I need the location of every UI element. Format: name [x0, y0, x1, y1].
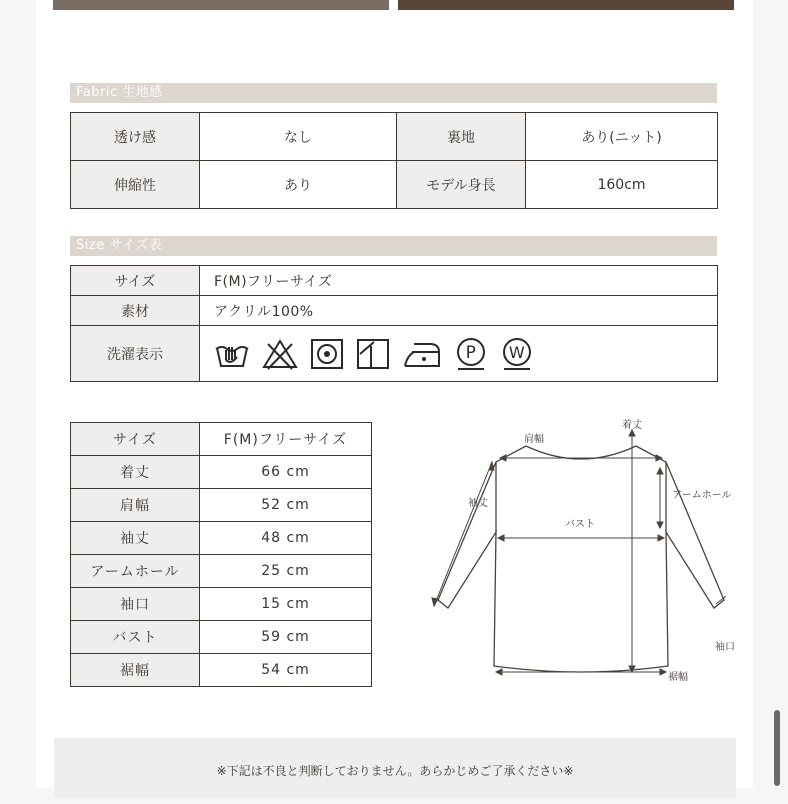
table-row — [71, 266, 718, 296]
measurement-table — [70, 422, 372, 687]
label-hem: 裾幅 — [668, 672, 688, 683]
iron-low-icon — [402, 338, 442, 370]
table-header-cell: サイズ — [71, 423, 200, 456]
table-cell: モデル身長 — [397, 161, 526, 209]
table-cell: 透け感 — [71, 113, 200, 161]
table-cell: 伸縮性 — [71, 161, 200, 209]
washing-icons-cell — [200, 326, 718, 382]
table-row — [71, 522, 372, 555]
washing-label: 洗濯表示 — [71, 326, 200, 382]
table-cell: 59 cm — [200, 621, 372, 654]
fabric-section-title: Fabric 生地感 — [70, 83, 717, 103]
table-cell: あり(ニット) — [526, 113, 718, 161]
table-cell: 25 cm — [200, 555, 372, 588]
table-cell: あり — [200, 161, 397, 209]
table-cell: 54 cm — [200, 654, 372, 687]
label-length: 着丈 — [622, 420, 642, 431]
notice-box: ※下記は不良と判断しておりません。あらかじめご了承ください※ — [54, 738, 736, 798]
size-label: サイズ — [71, 266, 200, 296]
table-row — [71, 588, 372, 621]
table-row — [71, 113, 718, 161]
table-cell: 袖丈 — [71, 522, 200, 555]
fabric-table — [70, 112, 718, 209]
size-value: F(M)フリーサイズ — [200, 266, 718, 296]
table-cell: 48 cm — [200, 522, 372, 555]
tumble-dry-icon — [310, 338, 344, 370]
label-shoulder: 肩幅 — [524, 434, 544, 445]
product-detail-page — [36, 0, 753, 788]
hand-wash-icon — [214, 338, 250, 370]
table-cell: 裏地 — [397, 113, 526, 161]
wet-clean-w-icon — [500, 337, 534, 371]
table-cell: 15 cm — [200, 588, 372, 621]
table-cell: アームホール — [71, 555, 200, 588]
table-row — [71, 456, 372, 489]
table-cell: 着丈 — [71, 456, 200, 489]
svg-text:P: P — [465, 342, 477, 363]
table-row — [71, 423, 372, 456]
table-row — [71, 621, 372, 654]
table-cell: バスト — [71, 621, 200, 654]
page-scrollbar[interactable] — [774, 710, 780, 786]
table-row — [71, 326, 718, 382]
no-bleach-icon — [262, 338, 298, 370]
size-info-table — [70, 265, 718, 382]
garment-measurement-diagram — [396, 410, 735, 700]
table-row — [71, 296, 718, 326]
label-cuff: 袖口 — [715, 642, 735, 653]
size-section-title: Size サイズ表 — [70, 236, 717, 256]
line-dry-icon — [356, 338, 390, 370]
table-header-cell: F(M)フリーサイズ — [200, 423, 372, 456]
label-sleeve: 袖丈 — [468, 498, 488, 509]
label-armhole: アームホール — [672, 490, 732, 501]
dry-clean-p-icon — [454, 337, 488, 371]
product-photo-right — [398, 0, 734, 10]
table-row — [71, 161, 718, 209]
label-bust: バスト — [565, 519, 595, 530]
table-row — [71, 489, 372, 522]
table-cell: 袖口 — [71, 588, 200, 621]
table-cell: 52 cm — [200, 489, 372, 522]
table-cell: 160cm — [526, 161, 718, 209]
table-row — [71, 654, 372, 687]
material-label: 素材 — [71, 296, 200, 326]
table-cell: 裾幅 — [71, 654, 200, 687]
table-cell: なし — [200, 113, 397, 161]
product-photo-left — [53, 0, 389, 10]
table-row — [71, 555, 372, 588]
material-value: アクリル100% — [200, 296, 718, 326]
table-cell: 肩幅 — [71, 489, 200, 522]
svg-text:W: W — [508, 342, 526, 362]
table-cell: 66 cm — [200, 456, 372, 489]
